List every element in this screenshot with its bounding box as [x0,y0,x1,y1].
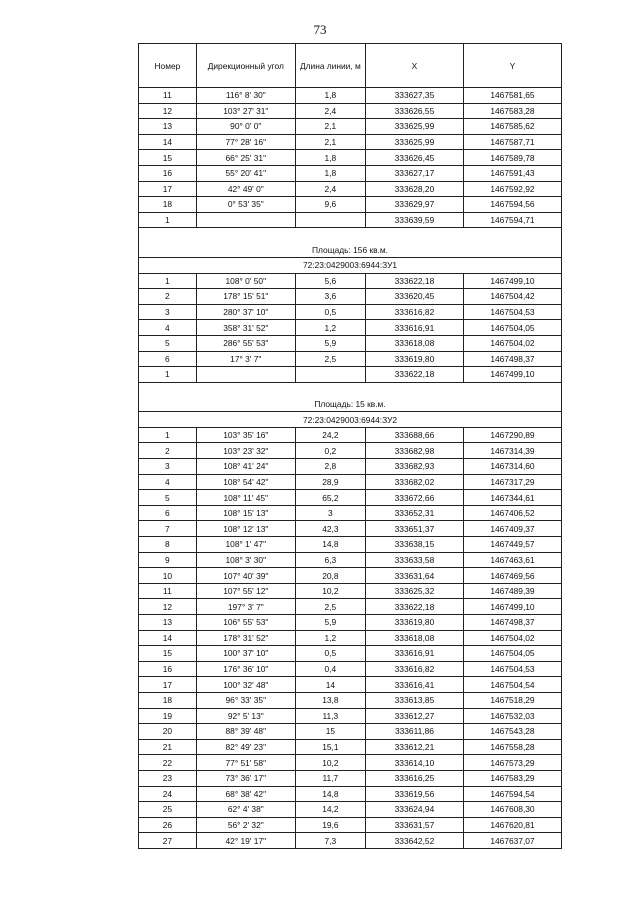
cell-direction-angle: 108° 11' 45" [196,490,295,506]
cell-x: 333619,80 [365,615,463,631]
cell-direction-angle: 103° 23' 32" [196,443,295,459]
cell-y: 1467469,56 [463,568,561,584]
table-row [139,351,562,367]
table-row [139,817,562,833]
cell-number: 26 [139,817,197,833]
cell-line-length: 0,4 [295,661,365,677]
cell-line-length: 65,2 [295,490,365,506]
cell-line-length: 1,8 [295,165,365,181]
cell-direction-angle: 90° 0' 0" [196,119,295,135]
cell-y: 1467409,37 [463,521,561,537]
cell-number: 5 [139,335,197,351]
cell-y: 1467558,28 [463,739,561,755]
cell-y: 1467594,71 [463,212,561,228]
cell-y: 1467344,61 [463,490,561,506]
cell-x: 333619,56 [365,786,463,802]
cell-number: 1 [139,212,197,228]
cell-y: 1467620,81 [463,817,561,833]
cell-x: 333642,52 [365,833,463,849]
table-row [139,833,562,849]
table-body [139,88,562,849]
table-row [139,786,562,802]
cell-y: 1467504,42 [463,289,561,305]
cell-direction-angle: 0° 53' 35" [196,197,295,213]
cell-number: 4 [139,474,197,490]
cell-line-length: 2,5 [295,599,365,615]
table-row [139,724,562,740]
cell-y: 1467504,02 [463,630,561,646]
cell-y: 1467498,37 [463,615,561,631]
cell-direction-angle [196,212,295,228]
cell-x: 333618,08 [365,630,463,646]
cell-direction-angle: 17° 3' 7" [196,351,295,367]
table-row [139,181,562,197]
cell-number: 18 [139,197,197,213]
cell-line-length: 1,2 [295,320,365,336]
cell-number: 25 [139,802,197,818]
cell-line-length [295,367,365,383]
cell-line-length: 0,5 [295,304,365,320]
cell-x: 333616,82 [365,304,463,320]
cell-direction-angle: 197° 3' 7" [196,599,295,615]
cell-x: 333639,59 [365,212,463,228]
cell-line-length: 5,9 [295,335,365,351]
table-row [139,583,562,599]
cell-number: 12 [139,599,197,615]
cell-number: 1 [139,273,197,289]
table-row [139,197,562,213]
cell-number: 18 [139,692,197,708]
cell-number: 21 [139,739,197,755]
table-row [139,521,562,537]
cell-line-length: 6,3 [295,552,365,568]
cell-x: 333627,35 [365,88,463,104]
cell-direction-angle: 56° 2' 32" [196,817,295,833]
section-cadastral-number: 72:23:0429003:6944:ЗУ2 [139,412,562,428]
table-row [139,708,562,724]
cell-line-length: 11,7 [295,770,365,786]
cell-y: 1467504,05 [463,646,561,662]
table-row [139,661,562,677]
section-cadastral-number: 72:23:0429003:6944:ЗУ1 [139,257,562,273]
cell-x: 333652,31 [365,505,463,521]
section-area-row [139,397,562,412]
table-row [139,630,562,646]
cell-number: 3 [139,459,197,475]
cell-x: 333627,17 [365,165,463,181]
cell-y: 1467592,92 [463,181,561,197]
cell-direction-angle: 42° 19' 17" [196,833,295,849]
cell-direction-angle: 107° 55' 12" [196,583,295,599]
table-row [139,646,562,662]
cell-y: 1467504,53 [463,661,561,677]
cell-y: 1467637,07 [463,833,561,849]
cell-direction-angle: 62° 4' 38" [196,802,295,818]
cell-y: 1467583,28 [463,103,561,119]
table-row [139,367,562,383]
cell-number: 15 [139,646,197,662]
header-x: X [365,44,463,88]
table-row [139,552,562,568]
cell-y: 1467504,05 [463,320,561,336]
section-cadastral-row [139,412,562,428]
cell-direction-angle: 106° 55' 53" [196,615,295,631]
table-row [139,599,562,615]
cell-line-length: 19,6 [295,817,365,833]
cell-number: 14 [139,630,197,646]
cell-number: 11 [139,583,197,599]
table-row [139,212,562,228]
cell-line-length: 0,5 [295,646,365,662]
table-row [139,427,562,443]
cell-line-length: 28,9 [295,474,365,490]
header-number: Номер [139,44,197,88]
cell-line-length: 15 [295,724,365,740]
cell-direction-angle: 108° 12' 13" [196,521,295,537]
cell-line-length: 9,6 [295,197,365,213]
cell-direction-angle: 73° 36' 17" [196,770,295,786]
cell-number: 17 [139,677,197,693]
header-y: Y [463,44,561,88]
cell-y: 1467573,29 [463,755,561,771]
cell-x: 333651,37 [365,521,463,537]
cell-y: 1467499,10 [463,273,561,289]
cell-x: 333622,18 [365,273,463,289]
cell-y: 1467581,65 [463,88,561,104]
table-row [139,505,562,521]
cell-direction-angle: 77° 28' 16" [196,134,295,150]
cell-number: 5 [139,490,197,506]
cell-y: 1467587,71 [463,134,561,150]
cell-y: 1467449,57 [463,537,561,553]
cell-line-length: 2,5 [295,351,365,367]
cell-line-length: 0,2 [295,443,365,459]
cell-x: 333616,91 [365,646,463,662]
cell-direction-angle: 280° 37' 10" [196,304,295,320]
cell-x: 333638,15 [365,537,463,553]
cell-line-length: 5,9 [295,615,365,631]
cell-x: 333622,18 [365,367,463,383]
table-row [139,692,562,708]
cell-x: 333624,94 [365,802,463,818]
cell-x: 333612,27 [365,708,463,724]
cell-y: 1467504,54 [463,677,561,693]
cell-y: 1467585,62 [463,119,561,135]
cell-x: 333613,85 [365,692,463,708]
cell-direction-angle: 82° 49' 23" [196,739,295,755]
table-row [139,150,562,166]
cell-number: 17 [139,181,197,197]
cell-direction-angle: 108° 54' 42" [196,474,295,490]
header-line-length: Длина линии, м [295,44,365,88]
cell-line-length: 3 [295,505,365,521]
cell-direction-angle: 286° 55' 53" [196,335,295,351]
table-row [139,490,562,506]
cell-x: 333682,02 [365,474,463,490]
cell-x: 333628,20 [365,181,463,197]
cell-number: 4 [139,320,197,336]
cell-y: 1467543,28 [463,724,561,740]
cell-y: 1467591,43 [463,165,561,181]
cell-number: 1 [139,367,197,383]
cell-y: 1467317,29 [463,474,561,490]
cell-line-length: 7,3 [295,833,365,849]
cell-direction-angle: 108° 1' 47" [196,537,295,553]
cell-direction-angle: 178° 15' 51" [196,289,295,305]
table-row [139,304,562,320]
cell-x: 333616,82 [365,661,463,677]
cell-number: 3 [139,304,197,320]
cell-x: 333618,08 [365,335,463,351]
cell-number: 13 [139,119,197,135]
cell-line-length: 20,8 [295,568,365,584]
section-area-row [139,242,562,257]
cell-x: 333625,32 [365,583,463,599]
cell-number: 16 [139,165,197,181]
cell-y: 1467518,29 [463,692,561,708]
cell-line-length: 2,8 [295,459,365,475]
cell-line-length: 10,2 [295,755,365,771]
table-row [139,770,562,786]
table-row [139,615,562,631]
cell-number: 12 [139,103,197,119]
table-row [139,739,562,755]
cell-line-length: 2,1 [295,119,365,135]
cell-line-length: 14,8 [295,786,365,802]
cell-line-length: 14 [295,677,365,693]
cell-number: 10 [139,568,197,584]
cell-y: 1467504,02 [463,335,561,351]
cell-line-length: 24,2 [295,427,365,443]
cell-direction-angle: 108° 3' 30" [196,552,295,568]
cell-x: 333682,98 [365,443,463,459]
section-area: Площадь: 15 кв.м. [139,397,562,412]
cell-number: 16 [139,661,197,677]
cell-direction-angle: 55° 20' 41" [196,165,295,181]
cell-x: 333619,80 [365,351,463,367]
cell-x: 333612,21 [365,739,463,755]
cell-x: 333616,91 [365,320,463,336]
table-row [139,537,562,553]
table-row [139,755,562,771]
section-area: Площадь: 156 кв.м. [139,242,562,257]
cell-y: 1467406,52 [463,505,561,521]
table-row [139,88,562,104]
cell-direction-angle: 176° 36' 10" [196,661,295,677]
cell-y: 1467594,54 [463,786,561,802]
table-row [139,443,562,459]
cell-number: 19 [139,708,197,724]
cell-direction-angle: 66° 25' 31" [196,150,295,166]
cell-number: 11 [139,88,197,104]
cell-x: 333620,45 [365,289,463,305]
cell-x: 333616,41 [365,677,463,693]
table-row [139,119,562,135]
cell-number: 23 [139,770,197,786]
cell-y: 1467314,60 [463,459,561,475]
cell-line-length: 5,6 [295,273,365,289]
cell-line-length: 1,8 [295,150,365,166]
table-row [139,289,562,305]
cell-number: 7 [139,521,197,537]
cell-direction-angle: 108° 41' 24" [196,459,295,475]
cell-number: 27 [139,833,197,849]
cell-y: 1467589,78 [463,150,561,166]
section-spacer-row [139,382,562,397]
cell-direction-angle: 103° 35' 16" [196,427,295,443]
cell-y: 1467314,39 [463,443,561,459]
cell-line-length: 1,8 [295,88,365,104]
cell-x: 333631,64 [365,568,463,584]
cell-direction-angle: 88° 39' 48" [196,724,295,740]
cell-x: 333688,66 [365,427,463,443]
cell-line-length: 11,3 [295,708,365,724]
table-header-row [139,44,562,88]
cell-number: 20 [139,724,197,740]
cell-x: 333629,97 [365,197,463,213]
table-row [139,459,562,475]
cell-number: 24 [139,786,197,802]
cell-y: 1467532,03 [463,708,561,724]
cell-direction-angle: 358° 31' 52" [196,320,295,336]
section-cadastral-row [139,257,562,273]
cell-y: 1467290,89 [463,427,561,443]
cell-x: 333611,86 [365,724,463,740]
table-row [139,335,562,351]
table-row [139,134,562,150]
cell-y: 1467499,10 [463,367,561,383]
page-number: 73 [313,22,327,37]
table-row [139,165,562,181]
cell-number: 1 [139,427,197,443]
cell-line-length: 2,1 [295,134,365,150]
cell-line-length: 14,8 [295,537,365,553]
cell-x: 333672,66 [365,490,463,506]
cell-number: 6 [139,351,197,367]
cell-direction-angle: 77° 51' 58" [196,755,295,771]
cell-line-length: 1,2 [295,630,365,646]
cell-number: 22 [139,755,197,771]
cell-line-length: 13,8 [295,692,365,708]
cell-line-length: 3,6 [295,289,365,305]
cell-x: 333626,55 [365,103,463,119]
cell-direction-angle: 100° 32' 48" [196,677,295,693]
cell-direction-angle: 96° 33' 35" [196,692,295,708]
coordinates-table [138,43,562,849]
cell-x: 333633,58 [365,552,463,568]
cell-y: 1467504,53 [463,304,561,320]
cell-y: 1467489,39 [463,583,561,599]
cell-number: 14 [139,134,197,150]
cell-direction-angle: 100° 37' 10" [196,646,295,662]
table-row [139,320,562,336]
cell-number: 13 [139,615,197,631]
table-row [139,474,562,490]
cell-line-length: 10,2 [295,583,365,599]
cell-line-length: 15,1 [295,739,365,755]
section-spacer-row [139,228,562,243]
cell-number: 9 [139,552,197,568]
cell-direction-angle [196,367,295,383]
table-row [139,677,562,693]
cell-number: 2 [139,289,197,305]
cell-x: 333631,57 [365,817,463,833]
cell-number: 8 [139,537,197,553]
cell-y: 1467594,56 [463,197,561,213]
table-row [139,802,562,818]
cell-direction-angle: 103° 27' 31" [196,103,295,119]
cell-line-length: 42,3 [295,521,365,537]
cell-y: 1467463,61 [463,552,561,568]
cell-x: 333625,99 [365,119,463,135]
cell-y: 1467608,30 [463,802,561,818]
table-row [139,568,562,584]
cell-x: 333616,25 [365,770,463,786]
cell-direction-angle: 42° 49' 0" [196,181,295,197]
table-row [139,273,562,289]
cell-line-length [295,212,365,228]
cell-direction-angle: 68° 38' 42" [196,786,295,802]
cell-y: 1467583,29 [463,770,561,786]
cell-x: 333614,10 [365,755,463,771]
spacer-cell [139,228,562,243]
cell-number: 2 [139,443,197,459]
cell-direction-angle: 108° 0' 50" [196,273,295,289]
cell-x: 333626,45 [365,150,463,166]
cell-y: 1467499,10 [463,599,561,615]
cell-direction-angle: 178° 31' 52" [196,630,295,646]
cell-x: 333625,99 [365,134,463,150]
cell-number: 15 [139,150,197,166]
cell-x: 333622,18 [365,599,463,615]
cell-line-length: 2,4 [295,181,365,197]
header-direction-angle: Дирекционный угол [196,44,295,88]
cell-x: 333682,93 [365,459,463,475]
table-row [139,103,562,119]
cell-direction-angle: 107° 40' 39" [196,568,295,584]
spacer-cell [139,382,562,397]
cell-y: 1467498,37 [463,351,561,367]
cell-direction-angle: 116° 8' 30" [196,88,295,104]
cell-number: 6 [139,505,197,521]
cell-direction-angle: 108° 15' 13" [196,505,295,521]
cell-line-length: 14,2 [295,802,365,818]
cell-direction-angle: 92° 5' 13" [196,708,295,724]
cell-line-length: 2,4 [295,103,365,119]
